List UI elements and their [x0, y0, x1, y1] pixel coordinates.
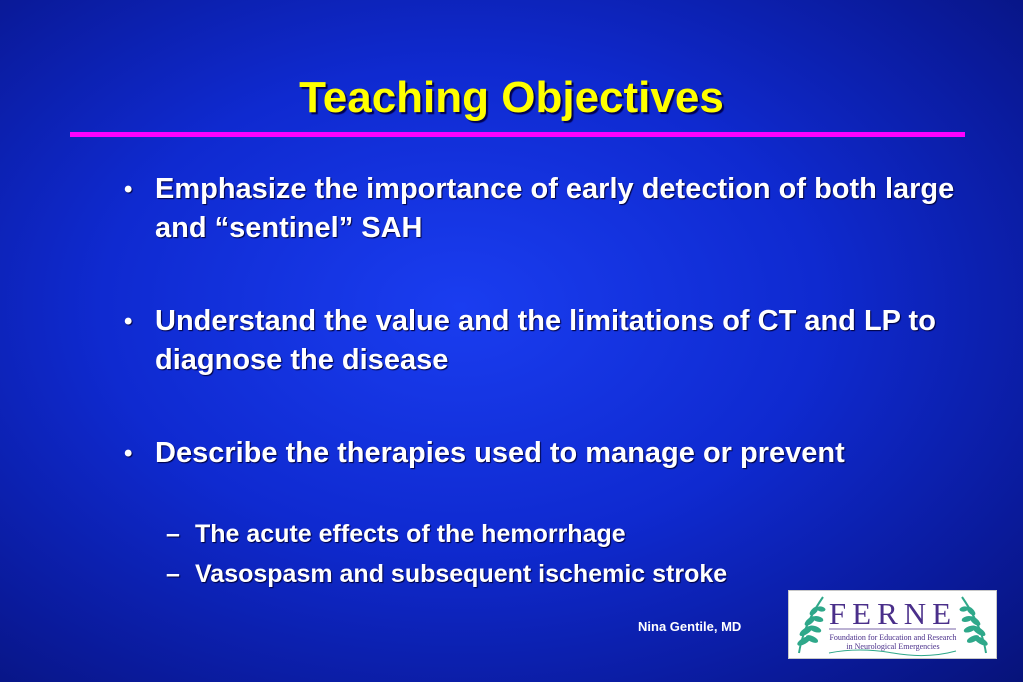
logo-tagline-1: Foundation for Education and Research: [829, 633, 957, 642]
logo-tagline-2: in Neurological Emergencies: [846, 642, 940, 651]
fern-right-icon: [960, 597, 989, 653]
bullet-item: [124, 170, 964, 248]
slide-title: Teaching Objectives: [299, 73, 724, 122]
bullet-item: [124, 302, 964, 380]
sub-bullet-marker: –: [166, 520, 180, 548]
bullet-marker: •: [124, 440, 133, 467]
bullet-marker: •: [124, 308, 133, 335]
bullet-text: Emphasize the importance of early detection of both large and “sentinel” SAH: [155, 173, 955, 244]
logo-wordmark: FERNE: [828, 596, 958, 631]
bullet-marker: •: [124, 176, 133, 203]
fern-left-icon: [797, 597, 826, 653]
sub-bullet-marker: –: [166, 560, 180, 588]
sub-bullet-item: [166, 557, 946, 591]
bullet-item: [124, 434, 964, 473]
ferne-logo-graphic: [789, 591, 996, 658]
bullet-text: Describe the therapies used to manage or prevent: [155, 437, 845, 469]
bullet-text: Understand the value and the limitations of CT and LP to diagnose the disease: [155, 305, 936, 376]
sub-bullet-text: Vasospasm and subsequent ischemic stroke: [195, 560, 728, 588]
sub-bullet-item: [166, 517, 946, 551]
sub-bullet-text: The acute effects of the hemorrhage: [195, 520, 626, 548]
presenter-credit: Nina Gentile, MD: [638, 619, 742, 634]
ferne-logo: [788, 590, 997, 659]
